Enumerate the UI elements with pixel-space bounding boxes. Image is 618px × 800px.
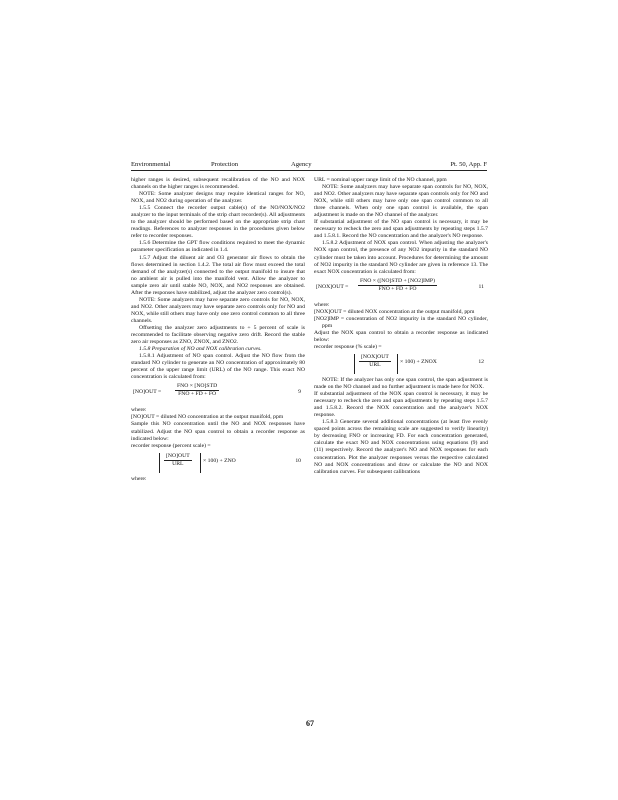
equation-numerator: FNO × ([NO]STD + [NO2]IMP) xyxy=(358,278,437,286)
equation-denominator: URL xyxy=(172,460,184,467)
paragraph: If substantial adjustment of the NO span control is necessary, it may be necessary to recheck the zero and span adjustments by repeating steps 1.5.7 and 1.5.8.1. Record the NO concentration and the analyzer's NO response. xyxy=(314,219,488,240)
equation-tail: × 100) + ZNOX xyxy=(400,358,437,365)
definition: [NO2]IMP = concentration of NO2 impurity in the standard NO cylinder, ppm xyxy=(314,315,488,329)
equation-denominator: FNO + FD + FO xyxy=(378,285,417,292)
paragraph: 1.5.8.2 Adjustment of NOX span control. When adjusting the analyzer's NOX span control, the presence of any NO2 impurity in the standard NO cylinder must be taken into account. Procedures for determining the amount of NO2 impurity in the standard NO cylinder are given in reference 13. The exact NOX concentration is calculated from: xyxy=(314,240,488,275)
paragraph: Sample this NO concentration until the NO and NOX responses have stabilized. Adjust the NO span control to obtain a recorder response as indicated below: xyxy=(131,421,305,442)
paragraph: where: xyxy=(131,407,147,414)
section-heading: 1.5.8 Preparation of NO and NOX calibration curves. xyxy=(139,346,262,353)
header-rule xyxy=(131,170,487,171)
definition: [NO]OUT = diluted NO concentration at the output manifold, ppm xyxy=(131,414,284,421)
paragraph: recorder response (% scale) = xyxy=(314,343,382,350)
paragraph: 1.5.6 Determine the GPT flow conditions required to meet the dynamic parameter specification as indicated in 1.4. xyxy=(131,240,305,254)
paragraph: where: xyxy=(131,475,147,482)
note: NOTE: Some analyzer designs may require identical ranges for NO, NOX, and NO2 during operation of the analyzer. xyxy=(131,191,305,205)
definition: [NOX]OUT = diluted NOX concentration at the output manifold, ppm xyxy=(314,308,475,315)
equation-fraction xyxy=(175,383,219,398)
header-agency-word-1: Environmental xyxy=(131,161,171,168)
header-agency-word-3: Agency xyxy=(291,161,312,168)
right-column xyxy=(314,177,488,476)
equation-fraction xyxy=(164,453,192,468)
equation-12 xyxy=(314,353,488,375)
equation-denominator: FNO + FD + FO xyxy=(178,391,217,398)
equation-lhs: [NOX]OUT = xyxy=(316,283,349,290)
paragraph: 1.5.8.1 Adjustment of NO span control. Adjust the NO flow from the standard NO cylinder to generate an NO concentration of approximately 80 percent of the upper range limit (URL) of the NO range. This exact NO concentration is calculated from: xyxy=(131,353,305,381)
paragraph: Adjust the NOX span control to obtain a recorder response as indicated below: xyxy=(314,329,488,343)
equation-numerator: [NO]OUT xyxy=(164,453,192,461)
paragraph: where: xyxy=(314,301,330,308)
note: NOTE: Some analyzers may have separate zero controls for NO, NOX, and NO2. Other analyzers may have separate zero controls only for NO and NOX, while still others may have only one zero control common to all three channels. xyxy=(131,296,305,324)
equation-lhs: [NO]OUT = xyxy=(133,389,162,396)
equation-number: 9 xyxy=(298,389,301,396)
definition: URL = nominal upper range limit of the NO channel, ppm xyxy=(314,177,447,183)
equation-number: 11 xyxy=(478,283,484,290)
equation-fraction xyxy=(358,278,437,293)
equation-9 xyxy=(131,383,305,405)
paragraph: higher ranges is desired, subsequent recalibration of the NO and NOX channels on the higher ranges is recommended. xyxy=(131,177,305,191)
equation-bracket xyxy=(354,354,398,374)
equation-fraction xyxy=(359,354,391,369)
equation-11 xyxy=(314,278,488,300)
equation-numerator: [NOX]OUT xyxy=(359,354,391,362)
running-header xyxy=(131,160,487,170)
equation-denominator: URL xyxy=(369,362,381,369)
paragraph: 1.5.7 Adjust the diluent air and O3 generator air flows to obtain the flows determined in section 1.4.2. The total air flow must exceed the total demand of the analyzer(s) connected to the output manifold to insure that no ambient air is pulled into the manifold vent. Allow the analyzer to sample zero air until stable NO, NOX, and NO2 responses are obtained. After the responses have stabilized, adjust the analyzer zero control(s). xyxy=(131,254,305,296)
paragraph: Offsetting the analyzer zero adjustments to + 5 percent of scale is recommended to facilitate observing negative zero drift. Record the stable zero air responses as ZNO, ZNOX, and ZNO2. xyxy=(131,324,305,346)
paragraph: If substantial adjustment of the NOX span control is necessary, it may be necessary to recheck the zero and span adjustments by repeating steps 1.5.7 and 1.5.8.2. Record the NOX concentration and the analyzer's NOX response. xyxy=(314,391,488,419)
paragraph: recorder response (percent scale) = xyxy=(131,442,211,449)
paragraph: 1.5.8.3 Generate several additional concentrations (at least five evenly spaced points across the remaining scale are suggested to verify linearity) by decreasing FNO or increasing FD. For each concentration generated, calculate the exact NO and NOX concentrations using equations (9) and (11) respectively. Record the analyzer's NO and NOX responses for each concentration. Plot the analyzer responses versus the respective calculated NO and NOX concentrations and draw or calculate the NO and NOX calibration curves. For subsequent calibrations xyxy=(314,419,488,475)
paragraph: 1.5.5 Connect the recorder output cable(s) of the NO/NOX/NO2 analyzer to the input terminals of the strip chart recorder(s). All adjustments to the analyzer should be performed based on the appropriate strip chart readings. References to analyzer responses in the procedures given below refer to recorder responses. xyxy=(131,205,305,240)
equation-number: 10 xyxy=(295,457,301,464)
equation-tail: × 100) + ZNO xyxy=(203,457,236,464)
note: NOTE: If the analyzer has only one span control, the span adjustment is made on the NO channel and no further adjustment is made here for NOX. xyxy=(314,376,488,391)
equation-number: 12 xyxy=(478,358,484,365)
page-number: 67 xyxy=(306,719,314,728)
header-agency-word-2: Protection xyxy=(211,161,239,168)
note: NOTE: Some analyzers may have separate span controls for NO, NOX, and NO2. Other analyzers may have separate span controls only for NO and NOX, while still others may have only one span control common to all three channels. When only one span control is available, the span adjustment is made on the NO channel of the analyzer. xyxy=(314,184,488,219)
equation-numerator: FNO × [NO]STD xyxy=(175,383,219,391)
header-part-ref: Pt. 50, App. F xyxy=(450,161,487,168)
equation-bracket xyxy=(159,453,201,473)
equation-10 xyxy=(131,452,305,474)
left-column xyxy=(131,177,305,483)
